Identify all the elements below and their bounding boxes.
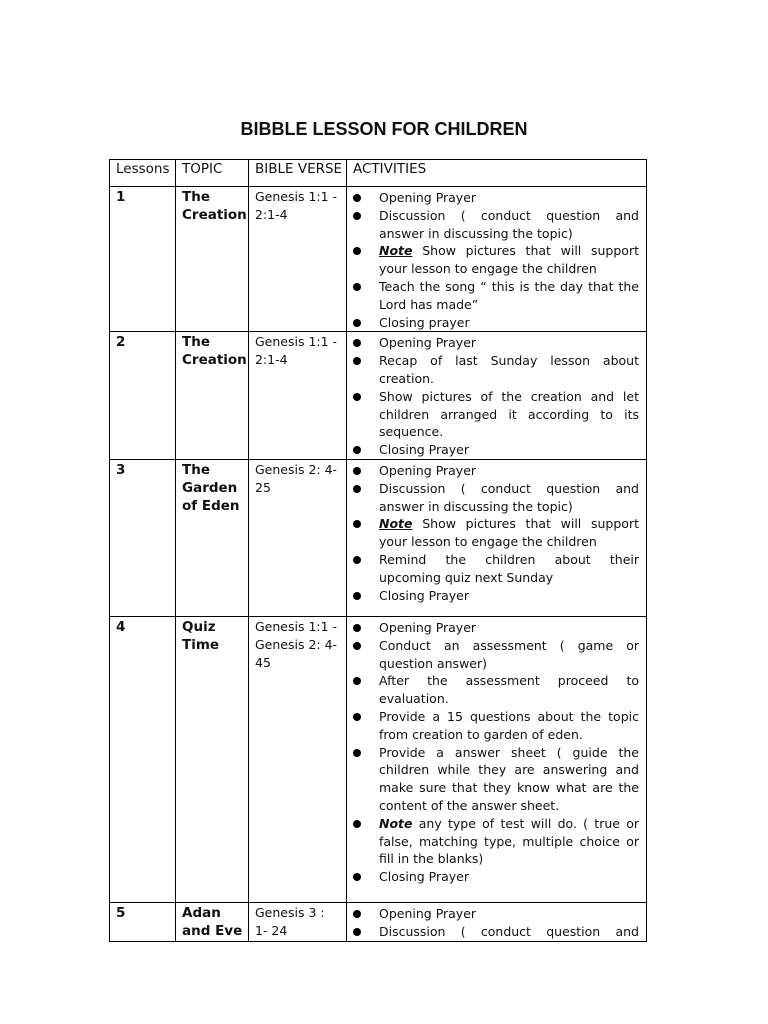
note-label: Note bbox=[379, 516, 413, 532]
list-item: Conduct an assessment ( game or question answer) bbox=[347, 637, 639, 673]
lesson-number: 3 bbox=[110, 459, 176, 616]
bullet-icon bbox=[353, 247, 361, 255]
table-row bbox=[110, 187, 647, 332]
bullet-icon bbox=[353, 677, 361, 685]
table-row bbox=[110, 902, 647, 941]
activities-cell bbox=[347, 616, 647, 902]
list-item: Opening Prayer bbox=[347, 619, 639, 637]
header-topic: TOPIC bbox=[176, 160, 249, 187]
bible-verse: Genesis 1:1 - 2:1-4 bbox=[249, 332, 347, 460]
list-item: Note any type of test will do. ( true or false, matching type, multiple choice or fill in the blanks) bbox=[347, 815, 639, 868]
bullet-icon bbox=[353, 928, 361, 936]
list-item: Closing Prayer bbox=[347, 587, 639, 605]
bullet-icon bbox=[353, 485, 361, 493]
header-activities: ACTIVITIES bbox=[347, 160, 647, 187]
lesson-topic: The Creation bbox=[176, 187, 249, 332]
bullet-icon bbox=[353, 749, 361, 757]
bullet-icon bbox=[353, 556, 361, 564]
list-item: Note Show pictures that will support your lesson to engage the children bbox=[347, 242, 639, 278]
lesson-topic: Quiz Time bbox=[176, 616, 249, 902]
list-item: Closing Prayer bbox=[347, 868, 639, 886]
bullet-icon bbox=[353, 194, 361, 202]
list-item: Discussion ( conduct question and answer in discussing the topic) bbox=[347, 480, 639, 516]
note-label: Note bbox=[379, 243, 413, 259]
page-title: BIBBLE LESSON FOR CHILDREN bbox=[240, 119, 528, 139]
list-item: Show pictures of the creation and let children arranged it according to its sequence. bbox=[347, 388, 639, 441]
bullet-icon bbox=[353, 357, 361, 365]
list-item: Recap of last Sunday lesson about creation. bbox=[347, 352, 639, 388]
bullet-icon bbox=[353, 820, 361, 828]
bullet-icon bbox=[353, 319, 361, 327]
lesson-number: 4 bbox=[110, 616, 176, 902]
list-item: Discussion ( conduct question and answer in discussing the topic) bbox=[347, 207, 639, 243]
list-item: Opening Prayer bbox=[347, 905, 639, 923]
table-row bbox=[110, 616, 647, 902]
lesson-topic: Adan and Eve bbox=[176, 902, 249, 941]
lesson-number: 1 bbox=[110, 187, 176, 332]
bible-verse: Genesis 1:1 - Genesis 2: 4- 45 bbox=[249, 616, 347, 902]
table-row bbox=[110, 332, 647, 460]
lesson-table bbox=[109, 159, 647, 942]
bible-verse: Genesis 3 : 1- 24 bbox=[249, 902, 347, 941]
bullet-icon bbox=[353, 339, 361, 347]
bullet-icon bbox=[353, 642, 361, 650]
bullet-icon bbox=[353, 446, 361, 454]
table-header-row bbox=[110, 160, 647, 187]
bullet-icon bbox=[353, 283, 361, 291]
activities-cell bbox=[347, 332, 647, 460]
list-item: Teach the song “ this is the day that the Lord has made” bbox=[347, 278, 639, 314]
list-item: Note Show pictures that will support your lesson to engage the children bbox=[347, 515, 639, 551]
list-item: Closing Prayer bbox=[347, 441, 639, 459]
lesson-topic: The Garden of Eden bbox=[176, 459, 249, 616]
list-item: Opening Prayer bbox=[347, 334, 639, 352]
bullet-icon bbox=[353, 910, 361, 918]
bullet-icon bbox=[353, 592, 361, 600]
table-row bbox=[110, 459, 647, 616]
lesson-number: 2 bbox=[110, 332, 176, 460]
list-item: Opening Prayer bbox=[347, 462, 639, 480]
note-label: Note bbox=[379, 815, 413, 831]
list-item: Remind the children about their upcoming quiz next Sunday bbox=[347, 551, 639, 587]
bible-verse: Genesis 2: 4- 25 bbox=[249, 459, 347, 616]
list-item: Opening Prayer bbox=[347, 189, 639, 207]
list-item: Closing prayer bbox=[347, 314, 639, 332]
activities-cell bbox=[347, 902, 647, 941]
header-bible-verse: BIBLE VERSE bbox=[249, 160, 347, 187]
header-lessons: Lessons bbox=[110, 160, 176, 187]
lesson-number: 5 bbox=[110, 902, 176, 941]
bullet-icon bbox=[353, 624, 361, 632]
list-item: Provide a 15 questions about the topic from creation to garden of eden. bbox=[347, 708, 639, 744]
activities-cell bbox=[347, 459, 647, 616]
bullet-icon bbox=[353, 873, 361, 881]
activities-cell bbox=[347, 187, 647, 332]
bullet-icon bbox=[353, 393, 361, 401]
list-item: Provide a answer sheet ( guide the children while they are answering and make sure that they know what are the content of the answer sheet. bbox=[347, 744, 639, 815]
bible-verse: Genesis 1:1 - 2:1-4 bbox=[249, 187, 347, 332]
bullet-icon bbox=[353, 520, 361, 528]
lesson-topic: The Creation bbox=[176, 332, 249, 460]
bullet-icon bbox=[353, 467, 361, 475]
list-item: Discussion ( conduct question and bbox=[347, 923, 639, 941]
bullet-icon bbox=[353, 713, 361, 721]
bullet-icon bbox=[353, 212, 361, 220]
list-item: After the assessment proceed to evaluation. bbox=[347, 672, 639, 708]
